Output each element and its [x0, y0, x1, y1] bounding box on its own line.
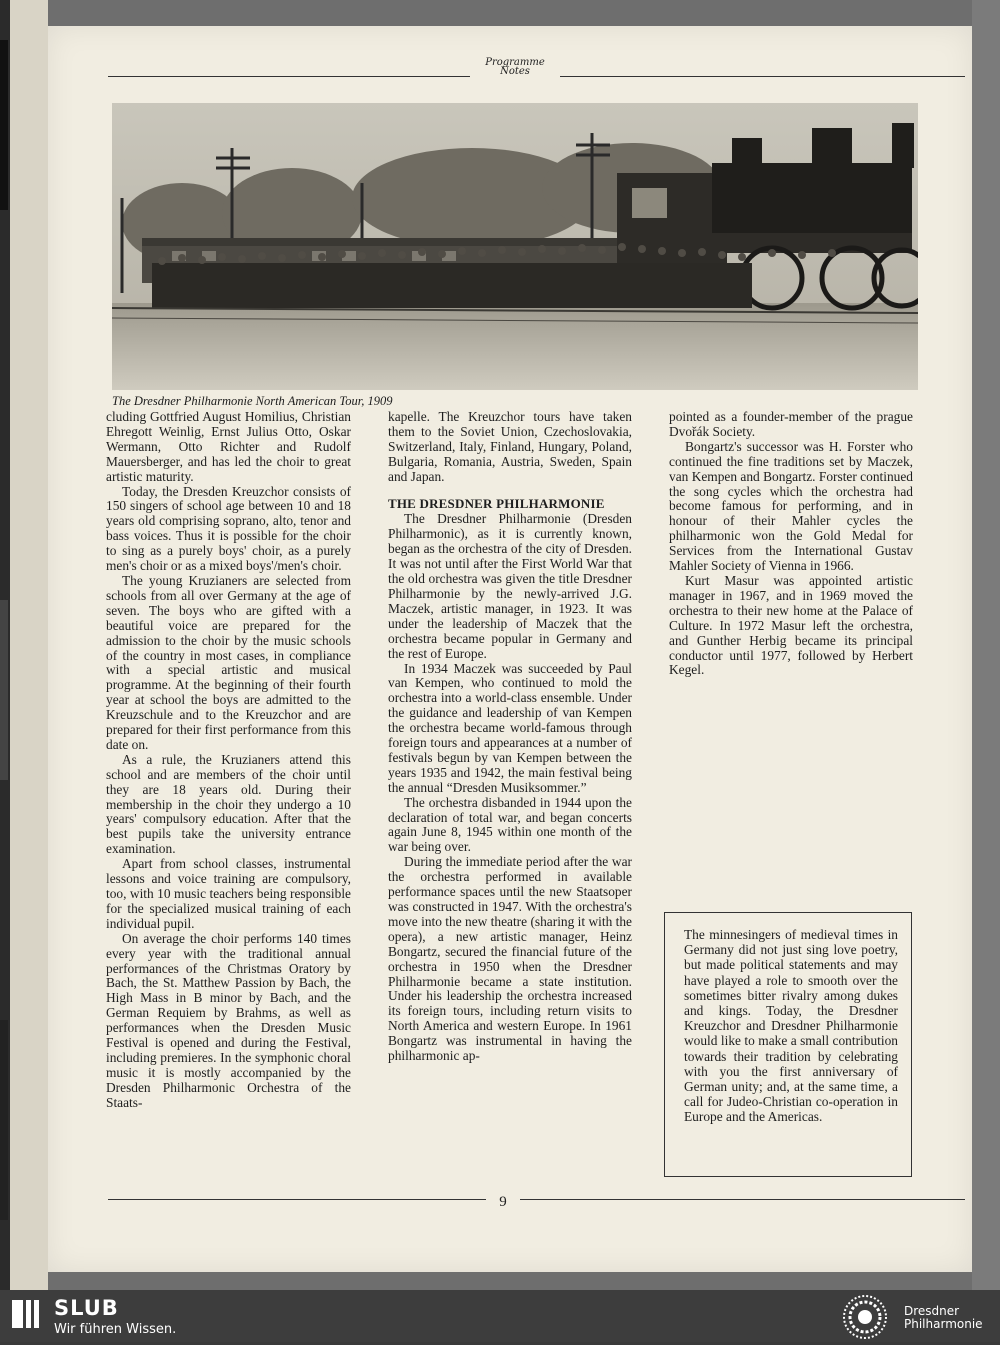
header-line-2: Notes — [500, 66, 530, 77]
text-column-3 — [669, 410, 913, 678]
paragraph: Kurt Masur was appointed artistic manager in 1967, and in 1969 moved the orchestra to their new home at the Palace of Culture. In 1972 Masur left the orchestra, and Gunther Herbig became its principal conductor until 1977, followed by Herbert Kegel. — [669, 572, 913, 678]
header-line-1: Programme — [485, 57, 545, 68]
footer-rule — [520, 1199, 965, 1200]
header-rule — [560, 76, 965, 77]
text-column-2 — [388, 410, 632, 1064]
header-rule — [108, 76, 470, 77]
slub-logo-icon[interactable] — [10, 1297, 44, 1331]
dresdner-philharmonie-logo-icon[interactable] — [842, 1294, 888, 1340]
left-page-photo-fragment — [0, 40, 8, 210]
paragraph: The young Kruzianers are selected from schools from all over Germany at the age of seven. The boys who are gifted with a beautiful voice are prepared for the admission to the choir by the music schools of the country in most cases, in compliance with a special artistic and musical programme. At the beginning of their fourth year at school the boys are admitted to the Kreuzschule and to the Kreuzchor and are prepared for their first performance from this date on. — [106, 572, 351, 752]
paragraph: cluding Gottfried August Homilius, Christian Ehregott Weinlig, Ernst Julius Otto, Oskar Wermann, Otto Richter and Rudolf Mauersberger, and has led the choir to great artistic maturity. — [106, 409, 351, 484]
text-column-1 — [106, 410, 351, 1111]
paragraph: kapelle. The Kreuzchor tours have taken them to the Soviet Union, Czechoslovakia, Switzerland, Italy, Finland, Hungary, Poland, Bulgaria, Romania, Austria, Sweden, Spain and Japan. — [388, 409, 632, 484]
paragraph: The orchestra disbanded in 1944 upon the declaration of total war, and began concerts again June 8, 1945 within one month of the war being over. — [388, 794, 632, 855]
right-scan-margin — [972, 0, 1000, 1290]
slub-title[interactable]: SLUB — [54, 1296, 119, 1320]
running-header — [470, 58, 560, 76]
paragraph: pointed as a founder-member of the prague Dvořák Society. — [669, 409, 913, 439]
paragraph: On average the choir performs 140 times every year with the traditional annual performances of the Christmas Oratory by Bach, the St. Matthew Passion by Bach, the High Mass in B minor by Bach, and the German Requiem by Brahms, as well as performances when the Dresden Music Festival is opened and during the Festival, including premieres. In the symphonic choral music it is mostly accompanied by the Dresden Philharmonic Orchestra of the Staats- — [106, 930, 351, 1110]
page-number: 9 — [499, 1194, 507, 1210]
section-heading: THE DRESDNER PHILHARMONIE — [388, 495, 605, 511]
wordmark-line-2: Philharmonie — [904, 1317, 983, 1331]
dresdner-philharmonie-wordmark[interactable] — [904, 1305, 983, 1331]
paragraph: In 1934 Maczek was succeeded by Paul van Kempen, who continued to mold the orchestra into a world-class ensemble. Under the guidance and leadership of van Kempen the orchestra became world-famous through foreign tours and appearances at a number of festivals begun by van Kempen between the years 1935 and 1942, the main festival being the annual “Dresden Musiksommer.” — [388, 660, 632, 795]
wordmark-line-1: Dresdner — [904, 1304, 960, 1318]
photo-caption: The Dresdner Philharmonie North American Tour, 1909 — [112, 394, 393, 408]
paragraph: During the immediate period after the war the orchestra performed in available performance spaces until the new Staatsoper was constructed in 1947. With the orchestra's move into the new theatre (sharing it with the opera), a new artistic manager, Heinz Bongartz, secured the financial future of the orchestra in 1950 when the Dresdner Philharmonie became a state institution. Under his leadership the orchestra increased its foreign tours, including return visits to North America and western Europe. In 1961 Bongartz was instrumental in having the philharmonic ap- — [388, 854, 632, 1064]
paragraph: The Dresdner Philharmonie (Dresden Philharmonic), as it is currently known, began as the orchestra of the city of Dresden. It was not until after the First World War that the old orchestra was given the title Dresdner Philharmonie by the newly-arrived J.G. Maczek, artistic manager, in 1923. It was under the leadership of Maczek that the orchestra became popular in Germany and the rest of Europe. — [388, 511, 632, 661]
paragraph: Apart from school classes, instrumental lessons and voice training are compulsory, too, with 10 music teachers being responsible for the specialized musical training of each individual pupil. — [106, 856, 351, 931]
paragraph: Today, the Dresden Kreuzchor consists of 150 singers of school age between 10 and 18 years old comprising soprano, alto, tenor and bass voices. Thus it is possible for the choir to sing as a purely boys' choir, as a purely men's choir or as a mixed boys'/men's choir. — [106, 483, 351, 574]
footer-rule — [108, 1199, 486, 1200]
tour-photograph — [112, 103, 918, 390]
left-page-photo-fragment — [0, 1020, 8, 1220]
boxed-note-text: The minnesingers of medieval times in Germany did not just sing love poetry, but made political statements and may have played a role to smooth over the sometimes bitter rivalry among dukes and kings. Today, the Dresdner Kreuzchor and Dresdner Philharmonie would like to make a small contribution towards their tradition by celebrating with you the first anniversary of German unity; and, at the same time, a call for Judeo-Christian co-operation in Europe and the Americas. — [684, 927, 898, 1125]
slub-tagline: Wir führen Wissen. — [54, 1322, 177, 1337]
paragraph: Bongartz's successor was H. Forster who continued the fine traditions set by Maczek, van Kempen and Bongartz. Forster continued the song cycles which the orchestra had become famous for performing, and in honour of their Mahler cycles the philharmonic won the Gold Medal for Services from the International Gustav Mahler Society of Vienna in 1966. — [669, 438, 913, 574]
left-page-photo-fragment — [0, 600, 8, 780]
paragraph: As a rule, the Kruzianers attend this school and are members of the choir until they are 18 years old. During their membership in the choir they undergo a 10 years' compulsory education. After that the best pupils take the university entrance examination. — [106, 751, 351, 857]
